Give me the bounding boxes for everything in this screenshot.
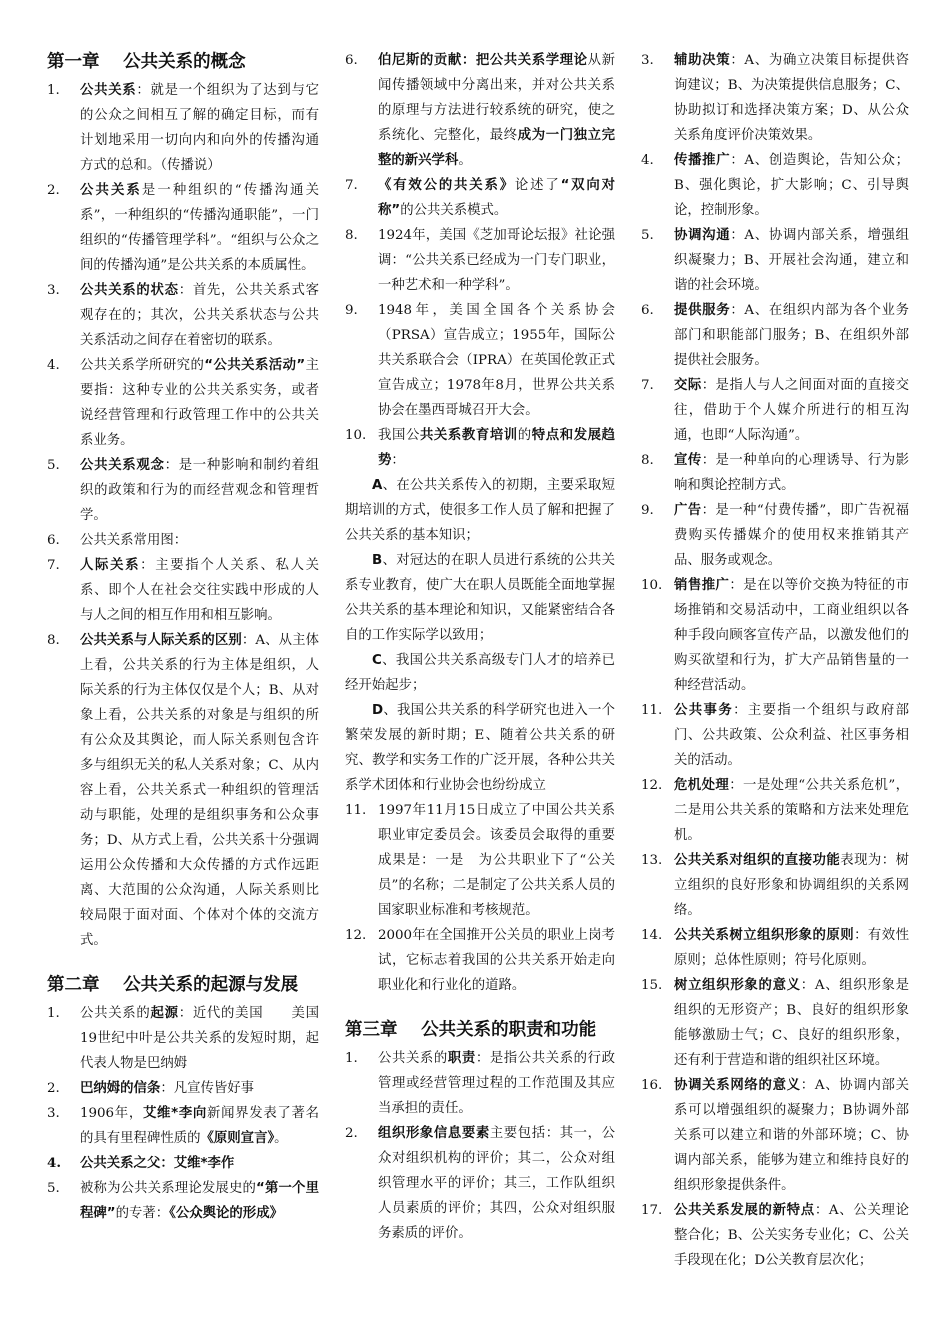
- bold-term: 公共关系发展的新特点: [674, 1203, 815, 1218]
- column-middle: [345, 48, 615, 1246]
- text-run: ：A、从主体上看，公共关系的行为主体是组织，人际关系的行为主体仅仅是个人；B、从对象上看，公共关系的对象是与组织的所有公众及其舆论，而人际关系则包含许多与组织无关的私人关系对象；C、从内容上看，公共关系式一种组织的管理活动与职能，处理的是组织事务和公众事务；D、从方式上看，公共关系十分强调运用公众传播和大众传播的方式作远距离、大范围的公众沟通，人际关系则比较局限于面对面、个体对个体的交流方式。: [80, 633, 320, 948]
- list-item: [345, 173, 615, 223]
- list-item: [641, 148, 909, 223]
- paragraph: [345, 548, 615, 648]
- bold-term: B: [372, 553, 383, 568]
- bold-term: 巴纳姆的信条: [80, 1081, 161, 1096]
- text-run: ：是一种影响和制约着组织的政策和行为的而经营观念和管理哲学。: [80, 458, 320, 523]
- bold-term: “公共关系活动”: [204, 358, 306, 373]
- item-text: [80, 1001, 319, 1076]
- item-number: 6.: [345, 53, 358, 68]
- column-right: [641, 48, 909, 1273]
- text-run: 公共关系学所研究的: [80, 358, 205, 373]
- item-text: [378, 923, 615, 998]
- bold-term: 协调关系网络的意义: [674, 1078, 801, 1093]
- bold-term: 公共关系与人际关系的区别: [80, 633, 242, 648]
- list-item: [345, 1121, 615, 1246]
- item-number: 1.: [47, 1006, 60, 1021]
- text-run: 公共关系的: [80, 1006, 151, 1021]
- item-text: [378, 798, 615, 923]
- bold-term: 成为一门独立完整的新兴学科: [378, 128, 616, 168]
- item-number: 4.: [47, 358, 60, 373]
- item-text: [674, 773, 909, 848]
- paragraph: [345, 473, 615, 548]
- item-text: [674, 573, 909, 698]
- item-text: [378, 423, 615, 473]
- list-item: [47, 1076, 319, 1101]
- item-number: 9.: [345, 303, 358, 318]
- text-run: 1997年11月15日成立了中国公共关系职业审定委员会。该委员会取得的重要成果是：一是 为公共职业下了“公关员”的名称；二是制定了公共关系人员的国家职业标准和考核规范。: [378, 803, 615, 918]
- bold-term: 共关系教育培训: [419, 428, 518, 443]
- list-item: [47, 78, 319, 178]
- item-number: 4.: [641, 153, 654, 168]
- list-item: [47, 528, 319, 553]
- text-run: ：就是一个组织为了达到与它的公众之间相互了解的确定目标，而有计划地采用一切向内和向外的传播沟通方式的总和。（传播说）: [80, 83, 320, 173]
- item-number: 11.: [641, 703, 663, 718]
- item-text: [80, 1151, 319, 1176]
- bold-term: C: [372, 653, 382, 668]
- item-number: 7.: [345, 178, 358, 193]
- list-item: [47, 453, 319, 528]
- item-text: [80, 553, 319, 628]
- text-run: ：主要指个人关系、私人关系、即个人在社会交往实践中形成的人与人之间的相互作用和相互影响。: [80, 558, 320, 623]
- item-number: 6.: [47, 533, 60, 548]
- text-run: 主要指：这种专业的公共关系实务，或者说经营管理和行政管理工作中的公共关系业务。: [80, 358, 319, 448]
- list-item: [47, 628, 319, 953]
- bold-term: 销售推广: [674, 578, 730, 593]
- list-item: [641, 298, 909, 373]
- text-run: 从新闻传播领域中分离出来，并对公共关系的原理与方法进行较系统的研究，使之系统化、完整化，最终: [378, 53, 616, 143]
- list-item: [641, 48, 909, 148]
- item-text: [378, 1121, 615, 1246]
- bold-term: 辅助决策: [674, 53, 731, 68]
- bold-term: 危机处理: [674, 778, 730, 793]
- text-run: ：首先，公共关系式客观存在的；其次，公共关系状态与公共关系活动之间存在着密切的联系。: [80, 283, 320, 348]
- text-run: ：A、在组织内部为各个业务部门和职能部门服务；B、在组织外部提供社会服务。: [674, 303, 910, 368]
- item-number: 9.: [641, 503, 654, 518]
- item-number: 16.: [641, 1078, 663, 1093]
- text-run: 表现为：树立组织的良好形象和协调组织的关系网络。: [674, 853, 910, 918]
- item-text: [674, 48, 909, 148]
- item-number: 5.: [47, 458, 60, 473]
- bold-term: 公共关系对组织的直接功能: [674, 853, 841, 868]
- bold-term: 特点和发展趋势: [378, 428, 616, 468]
- bold-term: 公共关系: [80, 183, 142, 198]
- text-run: 2000年在全国推开公关员的职业上岗考试，它标志着我国的公共关系开始走向职业化和行业化的道路。: [378, 928, 615, 993]
- list-item: [345, 798, 615, 923]
- text-run: 、我国公共关系的科学研究也进入一个繁荣发展的新时期；E、随着公共关系的研究、教学和实务工作的广泛开展，各种公共关系学术团体和行业协会也纷纷成立: [345, 703, 615, 793]
- text-run: 的专著：: [115, 1206, 170, 1221]
- chapter-heading: 第二章 公共关系的起源与发展: [47, 975, 299, 995]
- text-run: 。: [458, 153, 472, 168]
- item-text: [674, 923, 909, 973]
- item-text: [674, 698, 909, 773]
- item-text: [80, 1101, 319, 1151]
- text-run: ：有效性原则；总体性原则；符号化原则。: [674, 928, 910, 968]
- bold-term: 公共关系树立组织形象的原则: [674, 928, 855, 943]
- text-run: ：: [391, 453, 405, 468]
- item-text: [674, 1073, 909, 1198]
- item-text: [674, 498, 909, 573]
- bold-term: A: [372, 478, 383, 493]
- item-text: [378, 48, 615, 173]
- paragraph: [345, 698, 615, 798]
- text-run: 。: [274, 1131, 288, 1146]
- list-item: [345, 423, 615, 473]
- item-number: 10.: [641, 578, 663, 593]
- bold-term: 公共关系观念: [80, 458, 165, 473]
- item-number: 8.: [47, 633, 60, 648]
- item-text: [378, 298, 615, 423]
- text-run: 被称为公共关系理论发展史的: [80, 1181, 257, 1196]
- text-run: ：是一种单向的心理诱导、行为影响和舆论控制方式。: [674, 453, 910, 493]
- column-left: [47, 48, 319, 1226]
- text-run: ：一是处理“公共关系危机”，二是用公共关系的策略和方法来处理危机。: [674, 778, 910, 843]
- item-text: [674, 448, 909, 498]
- chapter-heading: 第一章 公共关系的概念: [47, 52, 246, 72]
- list-item: [47, 1151, 319, 1176]
- item-number: 5.: [641, 228, 654, 243]
- text-run: 1924年，美国《芝加哥论坛报》社论强调：“公共关系已经成为一门专门职业，一种艺术和一种学科”。: [378, 228, 615, 293]
- bold-term: 提供服务: [674, 303, 731, 318]
- text-run: ：A、公关理论整合化；B、公关实务专业化；C、公关手段现在化；D公关教育层次化；: [674, 1203, 910, 1268]
- item-text: [80, 353, 319, 453]
- list-item: [47, 178, 319, 278]
- list-item: [641, 923, 909, 973]
- list-item: [641, 223, 909, 298]
- item-number: 1.: [47, 83, 60, 98]
- text-run: 公共关系常用图：: [80, 533, 188, 548]
- item-text: [674, 298, 909, 373]
- text-run: 1906年，: [80, 1106, 143, 1121]
- text-run: 主要包括：其一，公众对组织机构的评价；其二，公众对组织管理水平的评价；其三，工作队组织人员素质的评价；其四，公众对组织服务素质的评价。: [378, 1126, 616, 1241]
- item-number: 13.: [641, 853, 663, 868]
- item-number: 15.: [641, 978, 663, 993]
- text-run: ：近代的美国 美国19世纪中叶是公共关系的发短时期，起代表人物是巴纳姆: [80, 1006, 320, 1071]
- item-number: 5.: [47, 1181, 60, 1196]
- bold-term: D: [372, 703, 384, 718]
- item-number: 2.: [47, 183, 60, 198]
- item-number: 10.: [345, 428, 367, 443]
- text-run: 论述了: [514, 178, 561, 193]
- chapter-heading: 第三章 公共关系的职责和功能: [345, 1020, 597, 1040]
- text-run: ：凡宣传皆好事: [160, 1081, 255, 1096]
- bold-term: 艾维*李向: [142, 1106, 207, 1121]
- item-number: 12.: [345, 928, 367, 943]
- item-number: 17.: [641, 1203, 663, 1218]
- list-item: [641, 773, 909, 848]
- list-item: [47, 1001, 319, 1076]
- text-run: ：A、协调内部关系，增强组织凝聚力；B、开展社会沟通，建立和谐的社会环境。: [674, 228, 910, 293]
- bold-term: 伯尼斯的贡献：把公共关系学理论: [378, 53, 588, 68]
- item-number: 1.: [345, 1051, 358, 1066]
- text-run: ：是在以等价交换为特征的市场推销和交易活动中，工商业组织以各种手段向顾客宣传产品，以激发他们的购买欲望和行为，扩大产品销售量的一种经营活动。: [674, 578, 910, 693]
- text-run: ：A、为确立决策目标提供咨询建议；B、为决策提供信息服务；C、协助拟订和选择决策方案；D、从公众关系角度评价决策效果。: [674, 53, 910, 143]
- item-text: [378, 173, 615, 223]
- item-number: 6.: [641, 303, 654, 318]
- bold-term: 广告: [674, 503, 702, 518]
- bold-term: 协调沟通: [674, 228, 731, 243]
- text-run: 是一种组织的“传播沟通关系”，一种组织的“传播沟通职能”，一门组织的“传播管理学科”。“组织与公众之间的传播沟通”是公共关系的本质属性。: [80, 183, 319, 273]
- text-run: 的: [517, 428, 532, 443]
- bold-term: 人际关系: [80, 558, 141, 573]
- text-run: 、对冠达的在职人员进行系统的公共关系专业教育，使广大在职人员既能全面地掌握公共关系的基本理论和知识，又能紧密结合各自的工作实际学以致用；: [345, 553, 615, 643]
- list-item: [345, 923, 615, 998]
- item-text: [80, 1176, 319, 1226]
- bold-term: 《原则宣言》: [200, 1131, 275, 1146]
- bold-term: 公共事务: [674, 703, 734, 718]
- bold-term: 《有效公的共关系》: [378, 178, 515, 193]
- list-item: [641, 498, 909, 573]
- item-number: 3.: [47, 283, 60, 298]
- list-item: [47, 1101, 319, 1151]
- text-run: 1948年，美国全国各个关系协会（PRSA）宣告成立；1955年，国际公共关系联合会（IPRA）在英国伦敦正式宣告成立；1978年8月，世界公共关系协会在墨西哥城召开大会。: [378, 303, 615, 418]
- text-run: ：是指公共关系的行政管理或经营管理过程的工作范围及其应当承担的责任。: [378, 1051, 616, 1116]
- text-run: 我国公: [378, 428, 420, 443]
- text-run: ：A、协调内部关系可以增强组织的凝聚力；B协调外部关系可以建立和谐的外部环境；C、协调内部关系，能够为建立和维持良好的组织形象提供条件。: [674, 1078, 910, 1193]
- list-item: [641, 973, 909, 1073]
- bold-term: 职责: [447, 1051, 476, 1066]
- bold-term: 宣传: [674, 453, 702, 468]
- item-number: 8.: [345, 228, 358, 243]
- item-text: [674, 373, 909, 448]
- bold-term: 公共关系的状态: [80, 283, 179, 298]
- text-run: ：A、创造舆论，告知公众；B、强化舆论，扩大影响；C、引导舆论，控制形象。: [674, 153, 910, 218]
- item-text: [378, 223, 615, 298]
- list-item: [345, 298, 615, 423]
- text-run: 、我国公共关系高级专门人才的培养已经开始起步；: [345, 653, 615, 693]
- list-item: [641, 373, 909, 448]
- list-item: [641, 698, 909, 773]
- list-item: [345, 223, 615, 298]
- text-run: ：是一种“付费传播”，即广告祝福费购买传播媒介的使用权来推销其产品、服务或观念。: [674, 503, 910, 568]
- list-item: [47, 278, 319, 353]
- list-item: [47, 1176, 319, 1226]
- text-run: 公共关系的: [378, 1051, 448, 1066]
- text-run: 、在公共关系传入的初期，主要采取短期培训的方式，使很多工作人员了解和把握了公共关系的基本知识；: [345, 478, 615, 543]
- bold-term: 交际: [674, 378, 702, 393]
- bold-term: 《公众舆论的形成》: [169, 1206, 283, 1221]
- item-text: [80, 278, 319, 353]
- item-number: 2.: [345, 1126, 358, 1141]
- list-item: [641, 573, 909, 698]
- list-item: [345, 1046, 615, 1121]
- item-number: 3.: [641, 53, 654, 68]
- item-text: [674, 148, 909, 223]
- item-number: 11.: [345, 803, 367, 818]
- item-number: 14.: [641, 928, 663, 943]
- item-text: [378, 1046, 615, 1121]
- item-number: 12.: [641, 778, 663, 793]
- list-item: [47, 553, 319, 628]
- list-item: [345, 48, 615, 173]
- text-run: ：A、组织形象是组织的无形资产；B、良好的组织形象能够激励士气；C、良好的组织形象，还有利于营造和谐的组织社区环境。: [674, 978, 910, 1068]
- bold-term: 树立组织形象的意义: [674, 978, 801, 993]
- list-item: [641, 848, 909, 923]
- bold-term: 公共关系之父：艾维*李作: [80, 1156, 235, 1171]
- list-item: [641, 448, 909, 498]
- bold-term: “双向对称”: [378, 178, 616, 218]
- item-number: 3.: [47, 1106, 60, 1121]
- item-text: [674, 973, 909, 1073]
- item-number: 7.: [47, 558, 60, 573]
- item-text: [80, 178, 319, 278]
- item-text: [674, 848, 909, 923]
- text-run: ：主要指一个组织与政府部门、公共政策、公众利益、社区事务相关的活动。: [674, 703, 910, 768]
- item-text: [674, 1198, 909, 1273]
- item-text: [80, 453, 319, 528]
- text-run: ：是指人与人之间面对面的直接交往，借助于个人媒介所进行的相互沟通，也即“人际沟通”。: [674, 378, 910, 443]
- bold-term: 公共关系: [80, 83, 137, 98]
- item-number: 7.: [641, 378, 654, 393]
- item-text: [674, 223, 909, 298]
- bold-term: 组织形象信息要素: [378, 1126, 490, 1141]
- item-text: [80, 628, 319, 953]
- text-run: 的公共关系模式。: [400, 203, 508, 218]
- item-text: [80, 528, 319, 553]
- text-run: 新闻界发表了著名的具有里程碑性质的: [80, 1106, 319, 1146]
- list-item: [641, 1198, 909, 1273]
- item-number: 4.: [47, 1155, 61, 1171]
- bold-term: “第一个里程碑”: [80, 1181, 319, 1221]
- list-item: [641, 1073, 909, 1198]
- list-item: [47, 353, 319, 453]
- item-text: [80, 1076, 319, 1101]
- item-number: 8.: [641, 453, 654, 468]
- item-number: 2.: [47, 1081, 60, 1096]
- bold-term: 传播推广: [674, 153, 731, 168]
- bold-term: 起源: [150, 1006, 179, 1021]
- paragraph: [345, 648, 615, 698]
- item-text: [80, 78, 319, 178]
